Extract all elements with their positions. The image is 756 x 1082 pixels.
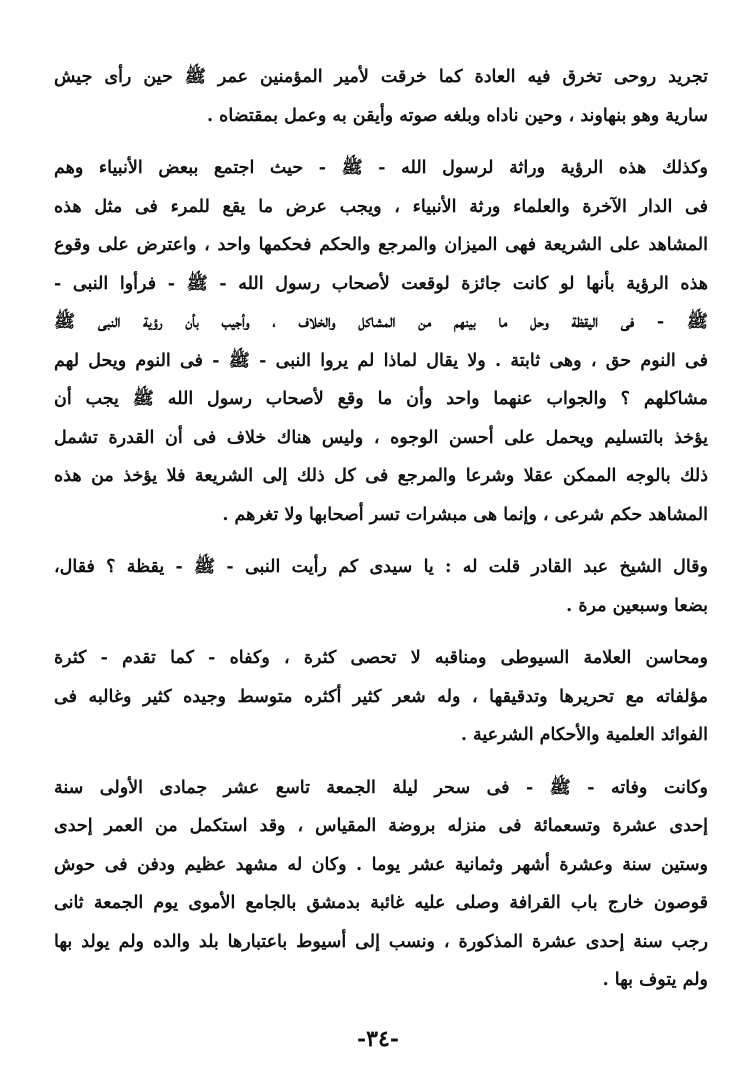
text-line: ولم يتوف بها . (602, 970, 708, 990)
text-line: المشاهد على الشريعة فهى الميزان والمرجع والحكم فحكمها واحد ، واعترض على وقوع (54, 235, 708, 255)
page-body (54, 58, 708, 1014)
text-line: فى الدار الآخرة والعلماء ورثة الأنبياء ، ويجب عرض ما يقع للمرء فى مثل هذه (54, 196, 708, 217)
text-line: فى النوم حق ، وهى ثابتة . ولا يقال لماذا لم يروا النبى - ﷺ - فى النوم ويحل لهم (54, 350, 708, 371)
text-line: بضعا وسبعين مرة . (566, 595, 708, 616)
paragraph (54, 639, 708, 755)
text-line: تجريد روحى تخرق فيه العادة كما خرقت لأمير المؤمنين عمر ﷺ حين رأى جيش (54, 67, 708, 87)
paragraph (54, 548, 708, 625)
text-line: الفوائد العلمية والأحكام الشرعية . (460, 725, 708, 745)
text-line: وكانت وفاته - ﷺ - فى سحر ليلة الجمعة تاسع عشر جمادى الأولى سنة (54, 777, 708, 798)
paragraph (54, 769, 708, 1000)
text-line: قوصون خارج باب القرافة وصلى عليه غائبة بدمشق بالجامع الأموى يوم الجمعة ثانى (54, 893, 708, 913)
text-line: مشاكلهم ؟ والجواب عنهما واحد وأن ما وقع لأصحاب رسول الله ﷺ يجب أن (54, 389, 708, 409)
text-line: ذلك بالوجه الممكن عقلا وشرعا والمرجع فى كل ذلك إلى الشريعة فلا يؤخذ من هذه (54, 466, 708, 486)
text-line: سارية وهو بنهاوند ، وحين ناداه وبلغه صوته وأيقن به وعمل بمقتضاه . (207, 105, 708, 126)
text-line: وستين سنة وعشرة أشهر وثمانية عشر يوما . وكان له مشهد عظيم ودفن فى حوش (54, 854, 708, 875)
text-line: رجب سنة إحدى عشرة المذكورة ، ونسب إلى أسيوط باعتبارها بلد والده ولم يولد بها (54, 931, 708, 952)
text-line: مؤلفاته مع تحريرها وتدقيقها ، وله شعر كثير أكثره متوسط وجيده كثير وغالبه فى (54, 686, 708, 707)
page-number: -٣٤- (357, 1026, 399, 1052)
text-line: وكذلك هذه الرؤية وراثة لرسول الله - ﷺ - حيث اجتمع ببعض الأنبياء وهم (54, 158, 708, 178)
text-line: المشاهد حكم شرعى ، وإنما هى مبشرات تسر أصحابها ولا تغرهم . (222, 504, 708, 525)
text-line: هذه الرؤية بأنها لو كانت جائزة لوقعت لأصحاب رسول الله - ﷺ - فرأوا النبى - (54, 273, 708, 294)
text-line: يؤخذ بالتسليم ويحمل على أحسن الوجوه ، وليس هناك خلاف فى أن القدرة تشمل (54, 427, 708, 448)
text-line: ومحاسن العلامة السيوطى ومناقبه لا تحصى كثرة ، وكفاه - كما تقدم - كثرة (54, 648, 708, 668)
paragraph (54, 149, 708, 534)
text-line: إحدى عشرة وتسعمائة فى منزله بروضة المقياس ، وقد استكمل من العمر إحدى (54, 816, 708, 836)
text-line: ﷺ - فى اليقظة وحل ما بينهم من المشاكل والخلاف ، وأجيب بأن رؤية النبى ﷺ (54, 312, 708, 332)
paragraph (54, 58, 708, 135)
text-line: وقال الشيخ عبد القادر قلت له : يا سيدى كم رأيت النبى - ﷺ - يقظة ؟ فقال، (54, 557, 708, 577)
